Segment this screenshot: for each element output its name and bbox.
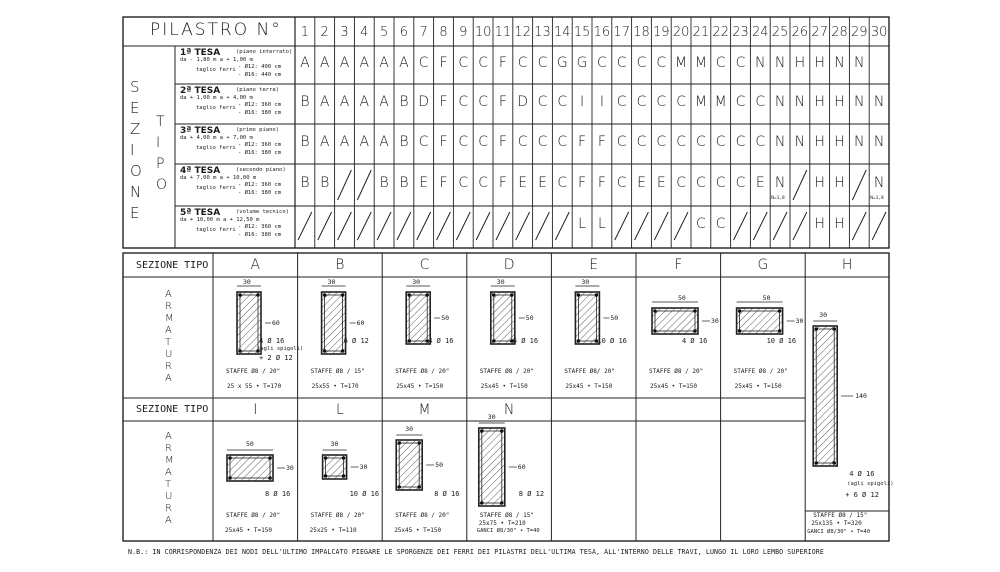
section-type-cell: B bbox=[300, 94, 310, 110]
column-number: 9 bbox=[459, 25, 468, 40]
section-type-cell: C bbox=[715, 216, 726, 232]
bars-spec: 8 Ø 12 bbox=[518, 490, 545, 498]
section-type-cell: C bbox=[478, 55, 488, 71]
cut-length-12: - Ø12: 360 cm bbox=[238, 224, 282, 230]
section-type-cell: C bbox=[458, 55, 469, 71]
bars-extra: + 6 Ø 12 bbox=[845, 491, 879, 499]
section-type-cell: M bbox=[675, 55, 688, 71]
taglio-ferri-label: taglio ferri bbox=[196, 67, 236, 73]
column-number: 5 bbox=[379, 25, 389, 40]
section-type-cell: F bbox=[498, 175, 507, 191]
sezione-letter: O bbox=[130, 162, 142, 180]
section-type-cell: H bbox=[814, 134, 825, 150]
section-type-cell: H bbox=[814, 175, 825, 191]
section-type-cell: H bbox=[834, 134, 845, 150]
armatura-letter: A bbox=[165, 467, 172, 478]
section-letter: F bbox=[674, 257, 683, 273]
section-size: 25x25 • T=110 bbox=[309, 527, 357, 534]
stirrups-spec: STAFFE Ø8 / 15" bbox=[479, 512, 534, 519]
dimension-width: 30 bbox=[819, 311, 828, 319]
section-type-cell: M bbox=[714, 94, 727, 110]
armatura-letter: A bbox=[165, 431, 172, 442]
section-type-cell: C bbox=[418, 55, 429, 71]
tipo-letter: O bbox=[156, 177, 168, 193]
dimension-height: 30 bbox=[286, 464, 294, 472]
dimension-height: 50 bbox=[525, 314, 534, 322]
column-number: 12 bbox=[514, 25, 531, 40]
section-type-cell: L bbox=[578, 216, 586, 232]
column-number: 8 bbox=[439, 25, 448, 40]
tesa-title: 3ª TESA bbox=[180, 126, 221, 136]
cut-length-16: - Ø16: 380 cm bbox=[238, 150, 282, 156]
section-type-cell: M bbox=[694, 55, 707, 71]
section-type-cell: D bbox=[517, 94, 529, 110]
bars-spec: 10 Ø 16 bbox=[766, 337, 797, 345]
section-type-cell: C bbox=[715, 134, 726, 150]
section-type-cell: G bbox=[576, 55, 588, 71]
armatura-letter: A bbox=[165, 289, 172, 300]
section-type-cell: B bbox=[399, 134, 409, 150]
bars-spec: 6 Ø 12 bbox=[343, 337, 369, 345]
dimension-height: 60 bbox=[517, 463, 526, 471]
column-number: 7 bbox=[419, 25, 428, 40]
sezione-letter: E bbox=[130, 204, 140, 222]
section-type-cell: N bbox=[873, 175, 885, 191]
column-number: 14 bbox=[554, 25, 571, 40]
section-type-cell: A bbox=[399, 55, 409, 71]
section-type-cell: C bbox=[557, 134, 568, 150]
tesa-range: da + 4,00 m a + 7,00 m bbox=[180, 135, 253, 141]
sezione-letter: S bbox=[130, 78, 140, 96]
stirrups-spec: STAFFE Ø8 / 20" bbox=[226, 512, 281, 519]
column-number: 1 bbox=[300, 25, 310, 40]
section-type-cell: A bbox=[359, 55, 370, 71]
section-type-cell: C bbox=[478, 175, 488, 191]
column-number: 21 bbox=[692, 25, 710, 40]
section-type-cell: C bbox=[735, 94, 746, 110]
tesa-range: da - 1,80 m a + 1,00 m bbox=[180, 57, 253, 63]
cell-note: N=1,8 bbox=[870, 196, 884, 201]
section-type-cell: F bbox=[439, 175, 448, 191]
bars-spec: 10 Ø 16 bbox=[597, 337, 627, 345]
section-type-cell: C bbox=[537, 55, 548, 71]
section-type-cell: C bbox=[656, 55, 667, 71]
section-type-cell: C bbox=[458, 94, 469, 110]
section-type-cell: N bbox=[873, 134, 885, 150]
section-type-cell: N bbox=[794, 134, 806, 150]
section-type-cell: F bbox=[578, 175, 587, 191]
section-letter: A bbox=[250, 257, 261, 273]
section-type-cell: C bbox=[715, 175, 726, 191]
section-type-cell: F bbox=[578, 134, 587, 150]
dimension-height: 30 bbox=[795, 317, 804, 325]
section-type-cell: M bbox=[694, 94, 707, 110]
column-number: 4 bbox=[360, 25, 369, 40]
section-type-cell: F bbox=[498, 94, 507, 110]
column-number: 16 bbox=[593, 25, 611, 40]
bars-spec: 4 Ø 16 bbox=[259, 337, 285, 345]
armatura-letter: U bbox=[165, 491, 173, 502]
dimension-width: 30 bbox=[496, 278, 505, 286]
section-letter: H bbox=[841, 257, 853, 273]
section-type-cell: N bbox=[774, 134, 786, 150]
sezione-tipo-label-2: SEZIONE TIPO bbox=[136, 404, 209, 415]
section-type-cell: B bbox=[300, 175, 310, 191]
section-type-cell: A bbox=[300, 55, 310, 71]
section-type-cell: C bbox=[676, 175, 686, 191]
section-type-cell: N bbox=[755, 55, 766, 71]
stirrups-spec: STAFFE Ø8/ 20" bbox=[564, 368, 615, 375]
column-number: 28 bbox=[831, 25, 848, 40]
tesa-floor-note: (piano interrato) bbox=[236, 49, 293, 55]
tesa-range: da + 10,00 m a + 12,50 m bbox=[180, 217, 260, 223]
column-number: 23 bbox=[732, 25, 749, 40]
section-type-cell: C bbox=[537, 134, 548, 150]
section-size: 25x45 • T=150 bbox=[734, 383, 782, 390]
tesa-floor-note: (secondo piano) bbox=[236, 167, 286, 173]
section-type-cell: A bbox=[339, 55, 350, 71]
bars-extra: + 2 Ø 12 bbox=[259, 354, 293, 362]
section-letter: L bbox=[335, 401, 344, 418]
section-type-cell: C bbox=[696, 134, 706, 150]
tipo-letter: P bbox=[156, 156, 165, 172]
armatura-letter: A bbox=[165, 515, 172, 526]
section-type-cell: H bbox=[794, 55, 806, 71]
section-type-cell: F bbox=[439, 134, 448, 150]
section-type-cell: A bbox=[379, 134, 389, 150]
section-type-cell: A bbox=[319, 55, 330, 71]
section-type-cell: B bbox=[399, 94, 409, 110]
section-size: 25x75 • T=210 bbox=[478, 520, 526, 527]
sezione-letter: I bbox=[130, 141, 135, 159]
armatura-letter: R bbox=[165, 443, 172, 454]
section-type-cell: C bbox=[696, 216, 706, 232]
armatura-letter: T bbox=[165, 337, 172, 348]
section-type-cell: I bbox=[599, 94, 604, 110]
bars-spec: 10 Ø 16 bbox=[349, 490, 380, 498]
dimension-height: 50 bbox=[435, 461, 444, 469]
section-type-cell: C bbox=[616, 134, 627, 150]
stirrups-spec: STAFFE Ø8 / 20" bbox=[395, 512, 450, 519]
section-letter: M bbox=[418, 401, 431, 418]
cut-length-16: - Ø16: 440 cm bbox=[238, 72, 282, 78]
column-number: 29 bbox=[851, 25, 868, 40]
cell-note: N=1,8 bbox=[771, 196, 785, 201]
section-type-cell: F bbox=[498, 55, 507, 71]
section-type-cell: N bbox=[774, 55, 786, 71]
section-type-cell: B bbox=[379, 175, 389, 191]
column-number: 11 bbox=[494, 25, 512, 40]
column-number: 22 bbox=[712, 25, 729, 40]
tesa-range: da + 1,00 m a + 4,00 m bbox=[180, 95, 253, 101]
dimension-width: 30 bbox=[412, 278, 421, 286]
dimension-width: 50 bbox=[678, 294, 686, 302]
section-size: 25x45 • T=150 bbox=[480, 383, 528, 390]
section-type-cell: A bbox=[359, 94, 370, 110]
section-type-cell: A bbox=[359, 134, 370, 150]
tipo-letter: I bbox=[156, 135, 161, 151]
section-letter: E bbox=[589, 257, 599, 273]
stirrups-spec: STAFFE Ø8 / 20" bbox=[649, 368, 704, 375]
section-size: 25x135 • T=320 bbox=[811, 520, 862, 527]
stirrups-spec: STAFFE Ø8 / 15" bbox=[310, 368, 365, 375]
cut-length-12: - Ø12: 360 cm bbox=[238, 182, 282, 188]
taglio-ferri-label: taglio ferri bbox=[196, 105, 236, 111]
section-letter: G bbox=[757, 257, 769, 273]
column-number: 24 bbox=[752, 25, 769, 40]
stirrups-spec: STAFFE Ø8 / 20" bbox=[310, 512, 365, 519]
column-number: 30 bbox=[870, 25, 888, 40]
section-size: 25x45 • T=150 bbox=[650, 383, 697, 390]
dimension-width: 30 bbox=[243, 278, 251, 286]
section-type-cell: C bbox=[676, 134, 686, 150]
sezione-letter: Z bbox=[130, 120, 141, 138]
column-number: 19 bbox=[653, 25, 670, 40]
armatura-letter: M bbox=[165, 455, 174, 466]
section-size: 25 x 55 • T=170 bbox=[227, 383, 282, 390]
section-type-cell: N bbox=[854, 94, 865, 110]
taglio-ferri-label: taglio ferri bbox=[196, 145, 236, 151]
cut-length-16: - Ø16: 380 cm bbox=[238, 190, 282, 196]
section-size: 25x45 • T=150 bbox=[565, 383, 613, 390]
tesa-title: 4ª TESA bbox=[180, 166, 221, 176]
section-type-cell: N bbox=[873, 94, 885, 110]
column-number: 25 bbox=[771, 25, 789, 40]
section-letter: D bbox=[503, 257, 515, 273]
section-type-cell: L bbox=[597, 216, 606, 232]
section-type-cell: N bbox=[794, 94, 806, 110]
pilastro-header-label: PILASTRO N° bbox=[150, 20, 282, 40]
section-type-cell: E bbox=[656, 175, 666, 191]
cut-length-12: - Ø12: 360 cm bbox=[238, 102, 282, 108]
section-type-cell: N bbox=[854, 134, 865, 150]
tesa-title: 5ª TESA bbox=[180, 208, 221, 218]
dimension-width: 50 bbox=[762, 294, 771, 302]
sezione-letter: N bbox=[130, 183, 142, 201]
section-type-cell: C bbox=[636, 94, 647, 110]
dimension-width: 50 bbox=[246, 440, 254, 448]
bars-spec: 4 Ø 16 bbox=[428, 337, 454, 345]
stirrups-spec: STAFFE Ø8 / 20" bbox=[479, 368, 534, 375]
taglio-ferri-label: taglio ferri bbox=[196, 227, 236, 233]
column-number: 18 bbox=[633, 25, 650, 40]
column-number: 26 bbox=[791, 25, 809, 40]
dimension-width: 30 bbox=[327, 278, 336, 286]
section-type-cell: E bbox=[637, 175, 646, 191]
section-type-cell: G bbox=[556, 55, 568, 71]
cut-length-16: - Ø16: 380 cm bbox=[238, 110, 282, 116]
section-type-cell: D bbox=[418, 94, 430, 110]
section-type-cell: E bbox=[419, 175, 429, 191]
section-type-cell: F bbox=[597, 134, 606, 150]
bars-spec: 4 Ø 16 bbox=[849, 470, 875, 478]
stirrups-spec: STAFFE Ø8 / 20" bbox=[226, 368, 281, 375]
tesa-title: 1ª TESA bbox=[180, 48, 221, 58]
section-type-cell: C bbox=[418, 134, 429, 150]
section-type-cell: B bbox=[399, 175, 409, 191]
section-type-cell: C bbox=[676, 94, 686, 110]
section-type-cell: E bbox=[538, 175, 547, 191]
section-type-cell: N bbox=[834, 55, 845, 71]
section-drawings bbox=[227, 286, 853, 506]
section-type-cell: C bbox=[715, 55, 726, 71]
dimension-height: 50 bbox=[441, 314, 450, 322]
column-number: 13 bbox=[534, 25, 551, 40]
dimension-height: 140 bbox=[855, 392, 867, 400]
armatura-letter: A bbox=[165, 325, 172, 336]
section-type-cell: C bbox=[517, 134, 528, 150]
section-type-cell: C bbox=[656, 134, 667, 150]
tesa-floor-note: (volume tecnico) bbox=[236, 209, 289, 215]
section-type-cell: C bbox=[656, 94, 667, 110]
stirrups-spec: STAFFE Ø8 / 20" bbox=[733, 368, 788, 375]
section-type-cell: A bbox=[319, 134, 330, 150]
dimension-height: 60 bbox=[356, 319, 365, 327]
section-type-cell: A bbox=[339, 134, 350, 150]
section-type-cell: A bbox=[319, 94, 330, 110]
tesa-floor-note: (piano terra) bbox=[236, 87, 280, 93]
section-type-cell: C bbox=[616, 175, 627, 191]
section-type-cell: A bbox=[339, 94, 350, 110]
dimension-width: 30 bbox=[405, 425, 414, 433]
dimension-width: 30 bbox=[487, 413, 496, 421]
section-letter: N bbox=[503, 401, 515, 418]
section-type-cell: H bbox=[834, 175, 845, 191]
section-type-cell: B bbox=[320, 175, 330, 191]
section-letter: I bbox=[253, 401, 258, 418]
armatura-letter: R bbox=[165, 503, 172, 514]
section-size: 25x55 • T=170 bbox=[311, 383, 359, 390]
dimension-width: 30 bbox=[330, 440, 339, 448]
dimension-height: 30 bbox=[711, 317, 719, 325]
armatura-letter: U bbox=[165, 349, 173, 360]
section-type-cell: F bbox=[439, 94, 448, 110]
section-type-cell: C bbox=[458, 175, 469, 191]
section-type-cell: C bbox=[616, 55, 627, 71]
section-size: 25x45 • T=150 bbox=[396, 383, 444, 390]
dimension-height: 30 bbox=[359, 463, 368, 471]
section-type-cell: F bbox=[597, 175, 606, 191]
section-type-cell: C bbox=[636, 55, 647, 71]
section-type-cell: N bbox=[774, 94, 786, 110]
sezione-letter: E bbox=[130, 99, 140, 117]
section-letter: C bbox=[419, 257, 430, 273]
section-type-cell: F bbox=[498, 134, 507, 150]
sezione-tipo-label-1: SEZIONE TIPO bbox=[136, 260, 209, 271]
section-type-cell: C bbox=[735, 134, 746, 150]
dimension-height: 60 bbox=[272, 319, 280, 327]
section-type-cell: B bbox=[300, 134, 310, 150]
section-size: 25x45 • T=150 bbox=[225, 527, 272, 534]
section-type-cell: A bbox=[379, 94, 389, 110]
taglio-ferri-label: taglio ferri bbox=[196, 185, 236, 191]
section-type-cell: C bbox=[557, 175, 568, 191]
armatura-letter: T bbox=[165, 479, 172, 490]
section-letter: B bbox=[335, 257, 345, 273]
tesa-range: da + 7,00 m a + 10,00 m bbox=[180, 175, 257, 181]
section-type-cell: H bbox=[834, 94, 845, 110]
column-number: 10 bbox=[474, 25, 492, 40]
section-type-cell: A bbox=[379, 55, 389, 71]
section-type-cell: C bbox=[696, 175, 706, 191]
stirrups-spec: STAFFE Ø8 / 15" bbox=[813, 512, 868, 519]
section-type-cell: C bbox=[735, 55, 746, 71]
section-size: 25x45 • T=150 bbox=[394, 527, 442, 534]
section-type-cell: N bbox=[854, 55, 865, 71]
section-type-cell: C bbox=[458, 134, 469, 150]
section-type-cell: H bbox=[814, 55, 825, 71]
section-type-cell: H bbox=[834, 216, 845, 232]
section-type-cell: H bbox=[814, 216, 825, 232]
armatura-letter: R bbox=[165, 301, 172, 312]
cut-length-12: - Ø12: 360 cm bbox=[238, 142, 282, 148]
section-type-cell: C bbox=[597, 55, 607, 71]
section-type-cell: E bbox=[518, 175, 528, 191]
column-number: 2 bbox=[320, 25, 329, 40]
hooks-spec: GANCI Ø8/30" • T=40 bbox=[807, 529, 871, 535]
section-type-cell: F bbox=[439, 55, 448, 71]
section-type-cell: C bbox=[636, 134, 647, 150]
tipo-letter: T bbox=[156, 114, 165, 130]
section-type-cell: C bbox=[478, 134, 488, 150]
bars-spec: 8 Ø 16 bbox=[265, 490, 291, 498]
section-type-cell: C bbox=[557, 94, 568, 110]
hooks-spec: GANCI Ø8/30" • T=40 bbox=[476, 528, 540, 534]
section-type-cell: E bbox=[755, 175, 765, 191]
section-type-cell: C bbox=[755, 94, 766, 110]
column-number: 6 bbox=[399, 25, 409, 40]
cut-length-16: - Ø16: 380 cm bbox=[238, 232, 282, 238]
bars-note: (agli spigoli) bbox=[257, 346, 304, 352]
column-number: 3 bbox=[340, 25, 349, 40]
armatura-letter: R bbox=[165, 361, 172, 372]
section-type-cell: H bbox=[814, 94, 825, 110]
section-type-cell: C bbox=[478, 94, 488, 110]
column-number: 17 bbox=[613, 25, 630, 40]
section-type-cell: C bbox=[616, 94, 627, 110]
cut-length-12: - Ø12: 400 cm bbox=[238, 64, 282, 70]
section-type-cell: C bbox=[755, 134, 766, 150]
armatura-letter: A bbox=[165, 373, 172, 384]
section-type-cell: N bbox=[774, 175, 786, 191]
section-type-cell: I bbox=[580, 94, 585, 110]
section-type-cell: C bbox=[517, 55, 528, 71]
armatura-letter: M bbox=[165, 313, 174, 324]
column-number: 20 bbox=[672, 25, 690, 40]
dimension-width: 30 bbox=[581, 278, 590, 286]
bars-note: (agli spigoli) bbox=[847, 481, 894, 487]
tesa-floor-note: (primo piano) bbox=[236, 127, 280, 133]
section-type-cell: C bbox=[537, 94, 548, 110]
stirrups-spec: STAFFE Ø8 / 20" bbox=[395, 368, 450, 375]
tesa-title: 2ª TESA bbox=[180, 86, 221, 96]
section-type-cell: C bbox=[735, 175, 746, 191]
dimension-height: 50 bbox=[610, 314, 619, 322]
bars-spec: 8 Ø 16 bbox=[434, 490, 460, 498]
footnote: N.B.: IN CORRISPONDENZA DEI NODI DELL'ULTIMO IMPALCATO PIEGARE LE SPORGENZE DEI FERRI DEI PILASTRI DELL'ULTIMA TESA, ALL'INTERNO DELLE TRAVI, LUNGO IL LORO LEMBO SUPERIORE bbox=[128, 548, 824, 556]
column-number: 27 bbox=[811, 25, 828, 40]
bars-spec: 4 Ø 16 bbox=[682, 337, 708, 345]
column-number: 15 bbox=[573, 25, 591, 40]
bars-spec: 6 Ø 16 bbox=[512, 337, 539, 345]
